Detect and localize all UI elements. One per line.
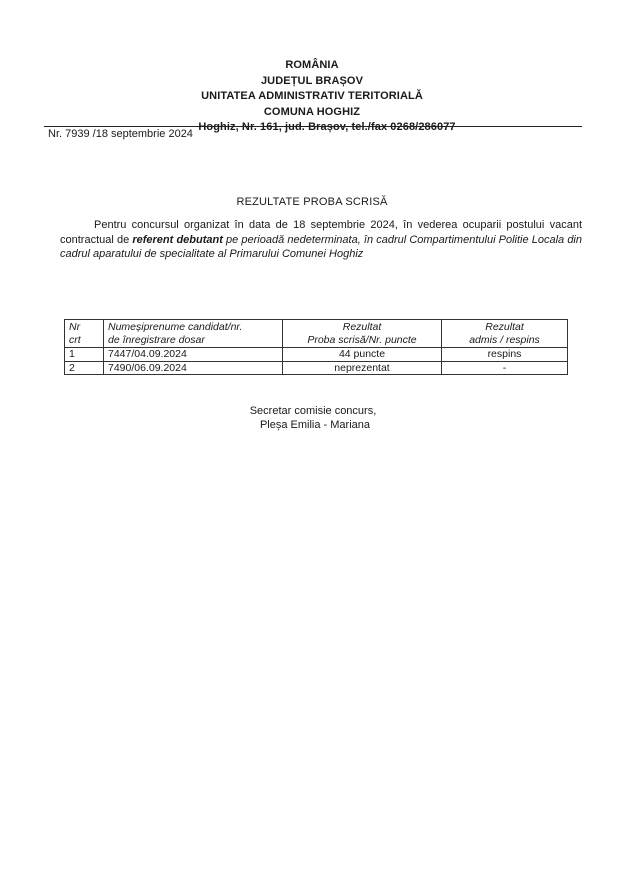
signature-role: Secretar comisie concurs, [249, 405, 377, 417]
signature-block [0, 404, 624, 432]
results-table [64, 319, 568, 375]
paragraph-position: referent debutant [132, 233, 223, 246]
cell-score: 44 puncte [283, 348, 442, 362]
cell-score: neprezentat [283, 361, 442, 375]
cell-dosar: 7490/06.09.2024 [104, 361, 283, 375]
cell-result: respins [442, 348, 568, 362]
cell-nr: 1 [65, 348, 104, 362]
document-header [0, 58, 624, 136]
table-row [65, 361, 568, 375]
header-county: JUDEȚUL BRAȘOV [260, 74, 364, 87]
table-row [65, 348, 568, 362]
signature-name: Pleșa Emilia - Mariana [259, 419, 371, 431]
header-country: ROMÂNIA [285, 59, 339, 71]
header-candidate: Numeșiprenume candidat/nr. de înregistrare dosar [104, 320, 283, 348]
table-header-row [65, 320, 568, 348]
document-title: REZULTATE PROBA SCRISĂ [236, 196, 388, 208]
paragraph-part1: Pentru concursul organizat în data de 18 septembrie 2024, în vederea ocuparii postului vacant contractual de [60, 219, 582, 246]
header-nr: Nr crt [65, 320, 104, 348]
header-commune: COMUNA HOGHIZ [263, 105, 361, 118]
cell-result: - [442, 361, 568, 375]
header-unit: UNITATEA ADMINISTRATIV TERITORIALĂ [201, 90, 423, 102]
cell-dosar: 7447/04.09.2024 [104, 348, 283, 362]
registration-number: Nr. 7939 /18 septembrie 2024 [48, 128, 193, 140]
header-result: Rezultat admis / respins [442, 320, 568, 348]
header-address: Hoghiz, Nr. 161, jud. Brașov, tel./fax 0268/286077 [198, 121, 456, 133]
paragraph-part2: pe perioadă nedeterminata, în cadrul Compartimentului Politie Locala din cadrul aparatului de specialitate al Primarului Comunei Hoghiz [60, 233, 582, 260]
header-score: Rezultat Proba scrisă/Nr. puncte [283, 320, 442, 348]
header-divider [44, 126, 582, 127]
announcement-paragraph [60, 218, 582, 262]
cell-nr: 2 [65, 361, 104, 375]
